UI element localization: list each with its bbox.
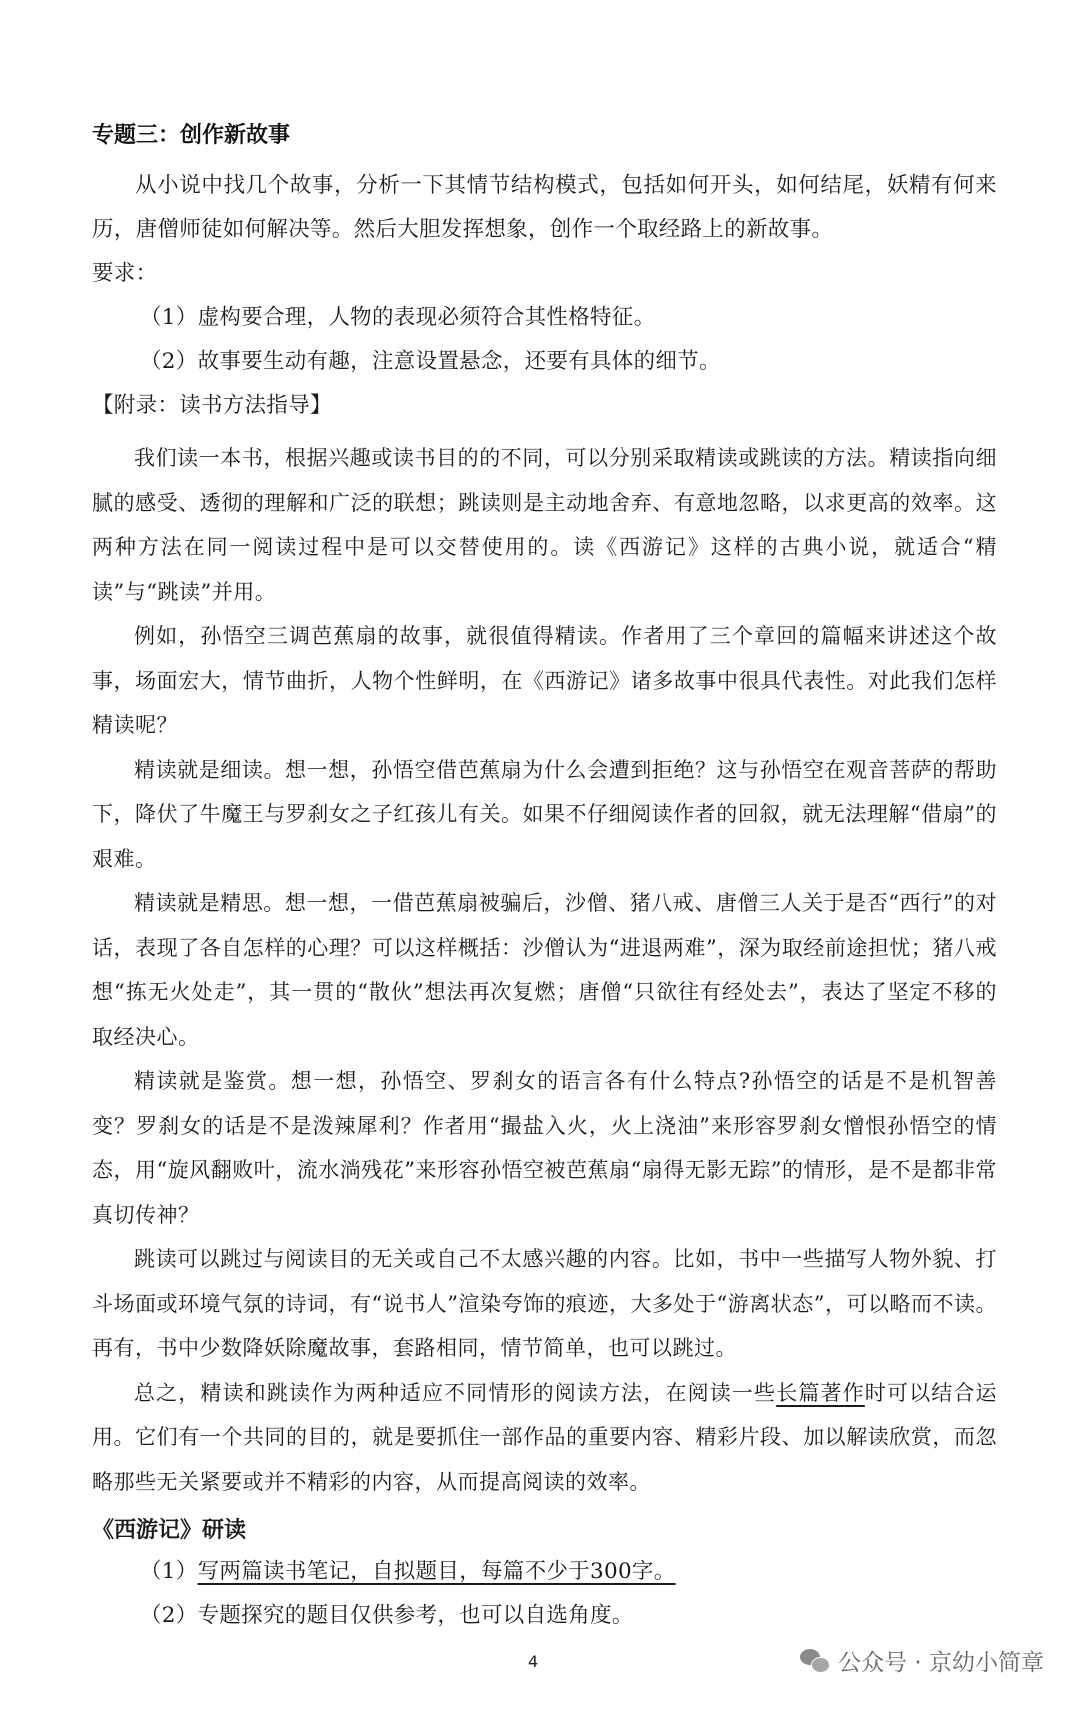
appendix-paragraph-3: 精读就是细读。想一想，孙悟空借芭蕉扇为什么会遭到拒绝？这与孙悟空在观音菩萨的帮助下，降伏了牛魔王与罗刹女之子红孩儿有关。如果不仔细阅读作者的回叙，就无法理解“借扇”的艰难。: [92, 757, 997, 871]
requirement-1: （1）虚构要合理，人物的表现必须符合其性格特征。: [140, 305, 656, 330]
watermark: [800, 1644, 1044, 1677]
appendix-paragraph-7-underlined: 长篇著作: [776, 1380, 865, 1405]
study-item-1-prefix: （1）: [140, 1559, 198, 1584]
study-item-1-text: 写两篇读书笔记，自拟题目，每篇不少于300字。: [197, 1559, 676, 1584]
requirement-2: （2）故事要生动有趣，注意设置悬念，还要有具体的细节。: [140, 349, 721, 374]
study-item-1: [92, 1550, 997, 1594]
appendix-paragraph-2: 例如，孙悟空三调芭蕉扇的故事，就很值得精读。作者用了三个章回的篇幅来讲述这个故事，场面宏大，情节曲折，人物个性鲜明，在《西游记》诸多故事中很具代表性。对此我们怎样精读呢？: [92, 624, 997, 737]
study-title: 《西游记》研读: [92, 1517, 247, 1543]
topic3-intro: 从小说中找几个故事，分析一下其情节结构模式，包括如何开头，如何结尾，妖精有何来历，唐僧师徒如何解决等。然后大胆发挥想象，创作一个取经路上的新故事。: [92, 173, 997, 242]
topic3-title: 专题三：创作新故事: [92, 122, 291, 148]
requirements-label: 要求：: [92, 261, 158, 286]
appendix-paragraph-4: 精读就是精思。想一想，一借芭蕉扇被骗后，沙僧、猪八戒、唐僧三人关于是否“西行”的对话，表现了各自怎样的心理？可以这样概括：沙僧认为“进退两难”，深为取经前途担忧；猪八戒想“拣无火处走”，其一贯的“散伙”想法再次复燃；唐僧“只欲往有经处去”，表达了坚定不移的取经决心。: [92, 891, 997, 1049]
wechat-icon: [800, 1649, 830, 1673]
study-item-2: （2）专题探究的题目仅供参考，也可以自选角度。: [140, 1603, 634, 1628]
page-number: 4: [528, 1652, 539, 1671]
appendix-paragraph-7-before: 总之，精读和跳读作为两种适应不同情形的阅读方法，在阅读一些: [134, 1380, 777, 1405]
appendix-paragraph-1: 我们读一本书，根据兴趣或读书目的的不同，可以分别采取精读或跳读的方法。精读指向细腻的感受、透彻的理解和广泛的联想；跳读则是主动地舍弃、有意地忽略，以求更高的效率。这两种方法在同一阅读过程中是可以交替使用的。读《西游记》这样的古典小说，就适合“精读”与“跳读”并用。: [92, 446, 997, 604]
appendix-paragraph-5: 精读就是鉴赏。想一想，孙悟空、罗刹女的语言各有什么特点?孙悟空的话是不是机智善变？罗刹女的话是不是泼辣犀利？作者用“撮盐入火，火上浇油”来形容罗刹女憎恨孙悟空的情态，用“旋风翻败叶，流水淌残花”来形容孙悟空被芭蕉扇“扇得无影无踪”的情形，是不是都非常真切传神？: [92, 1069, 997, 1227]
page-content: [92, 120, 997, 1638]
appendix-paragraph-7-after: 时可以结合运用。它们有一个共同的目的，就是要抓住一部作品的重要内容、精彩片段、加以解读欣赏，而忽略那些无关紧要或并不精彩的内容，从而提高阅读的效率。: [92, 1380, 998, 1494]
watermark-text: 公众号 · 京幼小简章: [838, 1650, 1044, 1676]
appendix-paragraph-7: [92, 1371, 997, 1505]
appendix-paragraph-6: 跳读可以跳过与阅读目的无关或自己不太感兴趣的内容。比如，书中一些描写人物外貌、打斗场面或环境气氛的诗词，有“说书人”渲染夸饰的痕迹，大多处于“游离状态”，可以略而不读。再有，书中少数降妖除魔故事，套路相同，情节简单，也可以跳过。: [92, 1247, 997, 1360]
appendix-title: 【附录：读书方法指导】: [92, 393, 332, 418]
